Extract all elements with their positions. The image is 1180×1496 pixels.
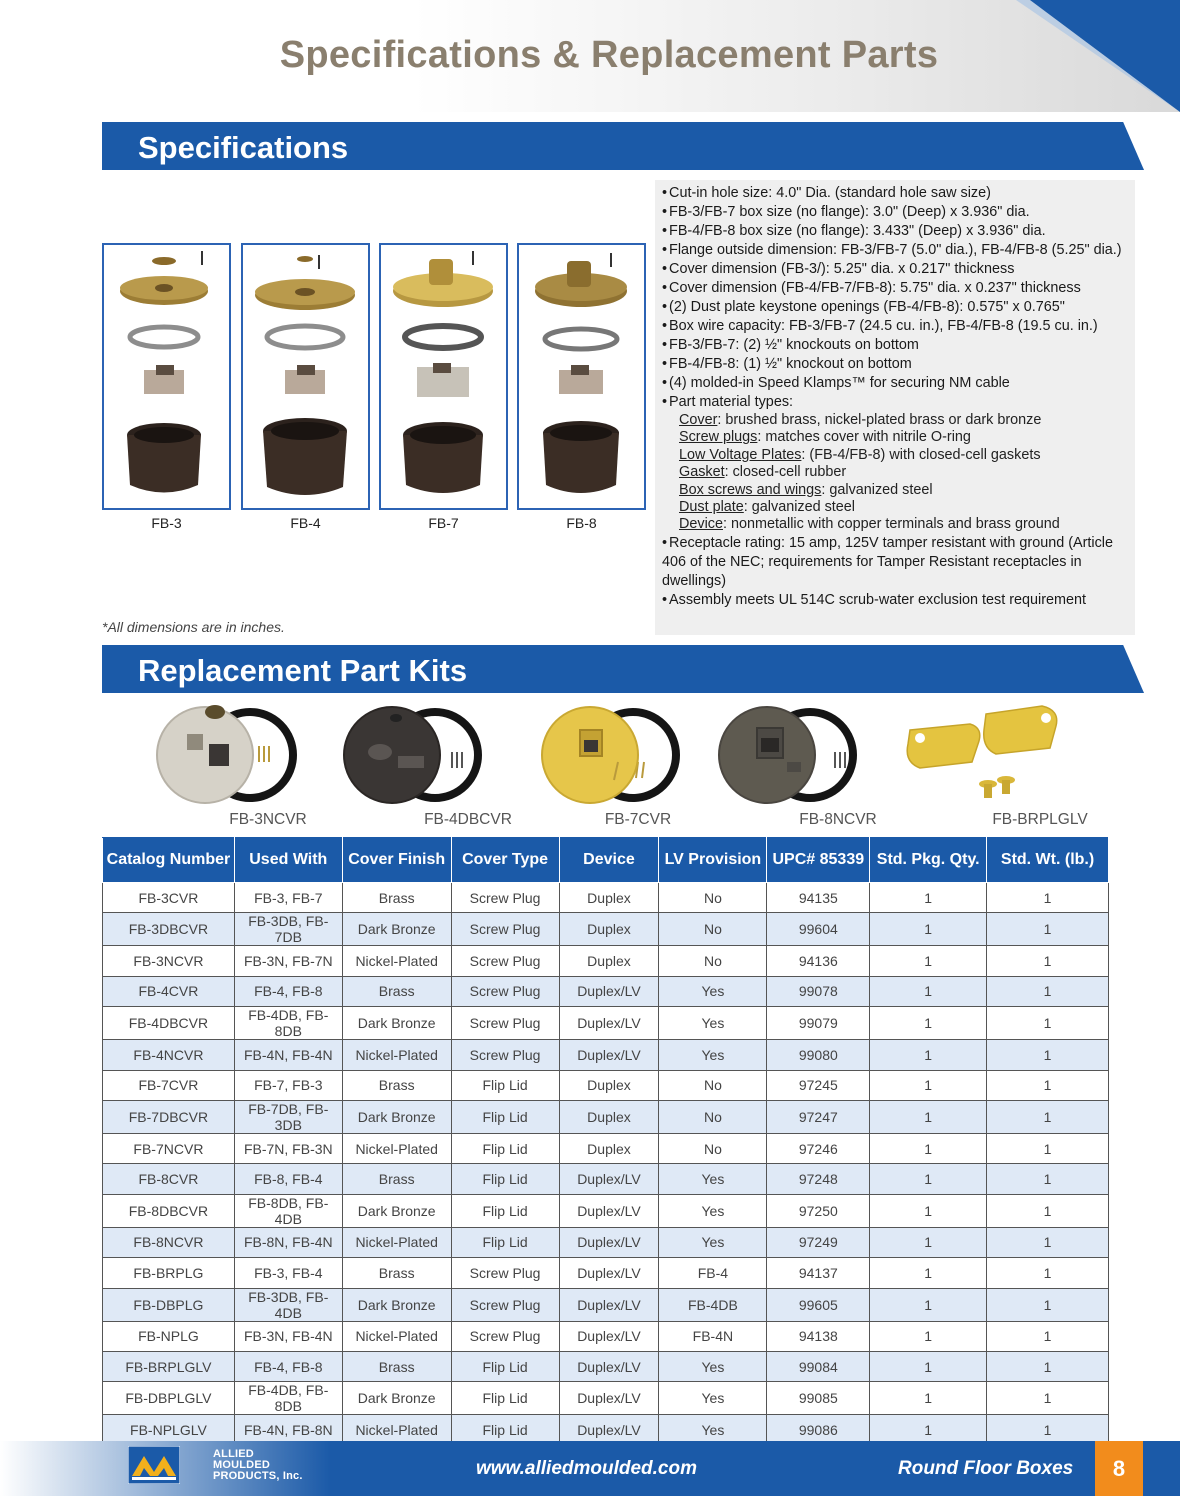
table-cell: 1 — [870, 1382, 987, 1415]
table-cell: FB-8NCVR — [103, 1227, 235, 1257]
table-cell: 1 — [870, 1227, 987, 1257]
table-cell: Yes — [659, 1040, 767, 1070]
table-cell: Screw Plug — [451, 913, 559, 946]
table-cell: 99085 — [767, 1382, 870, 1415]
table-cell: Duplex/LV — [559, 1040, 659, 1070]
table-cell: Dark Bronze — [342, 913, 451, 946]
table-cell: FB-3DB, FB-7DB — [234, 913, 342, 946]
table-cell: FB-DBPLGLV — [103, 1382, 235, 1415]
table-cell: Screw Plug — [451, 976, 559, 1006]
table-cell: Screw Plug — [451, 883, 559, 913]
kit-image-fb7cvr — [538, 700, 683, 810]
company-name: ALLIED MOULDED PRODUCTS, Inc. — [213, 1448, 303, 1482]
table-cell: Brass — [342, 883, 451, 913]
table-cell: Duplex/LV — [559, 976, 659, 1006]
table-row — [103, 1007, 1109, 1040]
table-cell: Flip Lid — [451, 1382, 559, 1415]
table-cell: FB-3DBCVR — [103, 913, 235, 946]
table-cell: Nickel-Plated — [342, 1227, 451, 1257]
table-cell: FB-3, FB-4 — [234, 1258, 342, 1288]
table-cell: FB-7DBCVR — [103, 1100, 235, 1133]
table-cell: 99604 — [767, 913, 870, 946]
table-cell: Screw Plug — [451, 1288, 559, 1321]
material-item: Box screws and wings: galvanized steel — [679, 481, 933, 498]
table-cell: 1 — [987, 1351, 1109, 1381]
table-cell: No — [659, 946, 767, 976]
table-row — [103, 1164, 1109, 1194]
table-cell: Flip Lid — [451, 1227, 559, 1257]
table-cell: Screw Plug — [451, 1007, 559, 1040]
table-cell: FB-7NCVR — [103, 1133, 235, 1163]
table-cell: 97247 — [767, 1100, 870, 1133]
table-cell: FB-8, FB-4 — [234, 1164, 342, 1194]
table-cell: FB-3N, FB-7N — [234, 946, 342, 976]
material-item: Dust plate: galvanized steel — [679, 499, 855, 516]
company-logo-icon — [128, 1446, 180, 1484]
table-cell: FB-4NCVR — [103, 1040, 235, 1070]
table-cell: Nickel-Plated — [342, 1415, 451, 1445]
table-cell: 1 — [987, 976, 1109, 1006]
table-cell: 1 — [870, 1415, 987, 1445]
table-cell: FB-BRPLGLV — [103, 1351, 235, 1381]
exploded-assembly-icon — [243, 245, 368, 508]
kit-image-fbbrplglv — [900, 700, 1080, 810]
kit-image-fb8ncvr — [717, 700, 862, 810]
table-cell: 1 — [870, 913, 987, 946]
table-cell: 1 — [987, 1321, 1109, 1351]
table-cell: 97246 — [767, 1133, 870, 1163]
table-cell: Duplex/LV — [559, 1227, 659, 1257]
table-cell: 99080 — [767, 1040, 870, 1070]
table-cell: 1 — [987, 1007, 1109, 1040]
table-cell: 1 — [870, 1194, 987, 1227]
table-cell: FB-4DB, FB-8DB — [234, 1007, 342, 1040]
column-header: Std. Pkg. Qty. — [870, 838, 987, 883]
column-header: Cover Type — [451, 838, 559, 883]
table-cell: 1 — [987, 1164, 1109, 1194]
table-cell: 1 — [870, 1007, 987, 1040]
document-title: Round Floor Boxes — [898, 1458, 1074, 1479]
table-cell: Brass — [342, 1258, 451, 1288]
spec-item: • FB-3/FB-7 box size (no flange): 3.0" (Deep) x 3.936" dia. — [662, 204, 1030, 220]
table-cell: FB-4N — [659, 1321, 767, 1351]
table-cell: No — [659, 883, 767, 913]
specifications-banner — [102, 122, 1144, 170]
table-cell: FB-3CVR — [103, 883, 235, 913]
table-cell: 99605 — [767, 1288, 870, 1321]
table-row — [103, 1258, 1109, 1288]
table-cell: FB-4, FB-8 — [234, 1351, 342, 1381]
kit-image-fb4dbcvr — [340, 700, 485, 810]
product-label-fb4: FB-4 — [290, 515, 321, 531]
table-cell: FB-4DB, FB-8DB — [234, 1382, 342, 1415]
product-label-fb8: FB-8 — [566, 515, 597, 531]
table-cell: Dark Bronze — [342, 1100, 451, 1133]
material-item: Low Voltage Plates: (FB-4/FB-8) with closed-cell gaskets — [679, 446, 1041, 463]
table-cell: 1 — [987, 1194, 1109, 1227]
table-cell: Flip Lid — [451, 1070, 559, 1100]
table-cell: Duplex/LV — [559, 1258, 659, 1288]
spec-item: • Cover dimension (FB-3/): 5.25" dia. x 0.217" thickness — [662, 261, 1015, 277]
table-cell: 99078 — [767, 976, 870, 1006]
table-row — [103, 1040, 1109, 1070]
material-list — [662, 412, 1127, 534]
spec-item: • FB-3/FB-7: (2) ½" knockouts on bottom — [662, 337, 919, 353]
table-cell: 1 — [987, 913, 1109, 946]
table-cell: Screw Plug — [451, 946, 559, 976]
product-image-fb4 — [241, 243, 370, 510]
table-cell: 94135 — [767, 883, 870, 913]
website-link[interactable]: www.alliedmoulded.com — [476, 1458, 697, 1479]
table-cell: FB-4 — [659, 1258, 767, 1288]
table-cell: Screw Plug — [451, 1258, 559, 1288]
table-cell: Yes — [659, 1194, 767, 1227]
table-cell: 97245 — [767, 1070, 870, 1100]
kit-label-fb4dbcvr: FB-4DBCVR — [424, 811, 512, 828]
table-cell: Brass — [342, 1070, 451, 1100]
table-cell: Brass — [342, 976, 451, 1006]
table-cell: Dark Bronze — [342, 1007, 451, 1040]
exploded-assembly-icon — [519, 245, 644, 508]
spec-item: • Flange outside dimension: FB-3/FB-7 (5.0" dia.), FB-4/FB-8 (5.25" dia.) — [662, 242, 1122, 258]
table-cell: Duplex/LV — [559, 1288, 659, 1321]
kit-label-fb8ncvr: FB-8NCVR — [799, 811, 877, 828]
table-cell: FB-7CVR — [103, 1070, 235, 1100]
cover-kit-icon — [717, 700, 862, 805]
table-row — [103, 1133, 1109, 1163]
column-header: LV Provision — [659, 838, 767, 883]
table-cell: Duplex/LV — [559, 1007, 659, 1040]
table-cell: FB-3N, FB-4N — [234, 1321, 342, 1351]
table-cell: Dark Bronze — [342, 1382, 451, 1415]
table-cell: Yes — [659, 976, 767, 1006]
footer-edge — [1143, 1441, 1180, 1496]
table-cell: FB-4DBCVR — [103, 1007, 235, 1040]
table-row — [103, 1382, 1109, 1415]
table-cell: 1 — [987, 1258, 1109, 1288]
column-header: Std. Wt. (lb.) — [987, 838, 1109, 883]
kit-label-fbbrplglv: FB-BRPLGLV — [992, 811, 1088, 828]
column-header: Cover Finish — [342, 838, 451, 883]
table-cell: FB-3DB, FB-4DB — [234, 1288, 342, 1321]
kit-label-fb3ncvr: FB-3NCVR — [229, 811, 307, 828]
table-cell: 94137 — [767, 1258, 870, 1288]
table-cell: FB-4N, FB-4N — [234, 1040, 342, 1070]
column-header: Device — [559, 838, 659, 883]
table-cell: 1 — [987, 1382, 1109, 1415]
table-cell: 1 — [870, 883, 987, 913]
table-cell: FB-7N, FB-3N — [234, 1133, 342, 1163]
page-title: Specifications & Replacement Parts — [279, 34, 939, 76]
table-cell: FB-4, FB-8 — [234, 976, 342, 1006]
product-image-fb3 — [102, 243, 231, 510]
table-cell: FB-DBPLG — [103, 1288, 235, 1321]
plate-kit-icon — [900, 700, 1080, 805]
table-cell: 1 — [870, 1040, 987, 1070]
table-cell: FB-3, FB-7 — [234, 883, 342, 913]
product-label-fb7: FB-7 — [428, 515, 459, 531]
material-item: Device: nonmetallic with copper terminals and brass ground — [679, 516, 1060, 533]
table-cell: 1 — [987, 1100, 1109, 1133]
column-header: Catalog Number — [103, 838, 235, 883]
product-image-fb8 — [517, 243, 646, 510]
product-label-fb3: FB-3 — [151, 515, 182, 531]
table-cell: Duplex — [559, 883, 659, 913]
table-cell: 1 — [870, 976, 987, 1006]
table-cell: 1 — [870, 1133, 987, 1163]
table-row — [103, 946, 1109, 976]
table-cell: FB-8DBCVR — [103, 1194, 235, 1227]
table-cell: 97250 — [767, 1194, 870, 1227]
table-cell: 1 — [987, 1040, 1109, 1070]
cover-kit-icon — [155, 700, 300, 805]
table-row — [103, 1227, 1109, 1257]
spec-item: • (2) Dust plate keystone openings (FB-4/FB-8): 0.575" x 0.765" — [662, 299, 1065, 315]
table-cell: 1 — [987, 1415, 1109, 1445]
table-cell: FB-8N, FB-4N — [234, 1227, 342, 1257]
material-item: Cover: brushed brass, nickel-plated brass or dark bronze — [679, 412, 1042, 428]
column-header: UPC# 85339 — [767, 838, 870, 883]
table-cell: Duplex — [559, 946, 659, 976]
kits-banner — [102, 645, 1144, 693]
spec-item: • FB-4/FB-8 box size (no flange): 3.433" (Deep) x 3.936" dia. — [662, 223, 1046, 239]
table-cell: Duplex/LV — [559, 1415, 659, 1445]
spec-item: • Cover dimension (FB-4/FB-7/FB-8): 5.75" dia. x 0.237" thickness — [662, 280, 1081, 296]
table-cell: Duplex/LV — [559, 1164, 659, 1194]
table-cell: 1 — [987, 1227, 1109, 1257]
table-cell: Yes — [659, 1164, 767, 1194]
table-cell: FB-7, FB-3 — [234, 1070, 342, 1100]
table-cell: FB-4DB — [659, 1288, 767, 1321]
kit-label-fb7cvr: FB-7CVR — [604, 811, 672, 828]
table-cell: Flip Lid — [451, 1133, 559, 1163]
spec-item: • Box wire capacity: FB-3/FB-7 (24.5 cu. in.), FB-4/FB-8 (19.5 cu. in.) — [662, 318, 1098, 334]
table-cell: No — [659, 913, 767, 946]
table-cell: 97249 — [767, 1227, 870, 1257]
table-cell: Screw Plug — [451, 1040, 559, 1070]
replacement-parts-table — [102, 837, 1109, 1446]
table-cell: Flip Lid — [451, 1100, 559, 1133]
table-cell: Dark Bronze — [342, 1194, 451, 1227]
table-cell: Brass — [342, 1164, 451, 1194]
table-cell: Duplex/LV — [559, 1382, 659, 1415]
table-cell: Duplex/LV — [559, 1351, 659, 1381]
table-cell: Nickel-Plated — [342, 1040, 451, 1070]
cover-kit-icon — [340, 700, 485, 805]
table-cell: 99086 — [767, 1415, 870, 1445]
table-cell: Flip Lid — [451, 1164, 559, 1194]
column-header: Used With — [234, 838, 342, 883]
kits-heading: Replacement Part Kits — [138, 653, 468, 688]
table-cell: Duplex — [559, 1070, 659, 1100]
table-cell: Brass — [342, 1351, 451, 1381]
table-row — [103, 913, 1109, 946]
table-row — [103, 1070, 1109, 1100]
table-cell: FB-4N, FB-8N — [234, 1415, 342, 1445]
table-cell: Yes — [659, 1382, 767, 1415]
product-image-fb7 — [379, 243, 508, 510]
table-cell: Flip Lid — [451, 1415, 559, 1445]
table-cell: FB-BRPLG — [103, 1258, 235, 1288]
exploded-assembly-icon — [381, 245, 506, 508]
cover-kit-icon — [538, 700, 683, 805]
table-cell: Duplex/LV — [559, 1194, 659, 1227]
table-cell: Yes — [659, 1227, 767, 1257]
material-item: Screw plugs: matches cover with nitrile O-ring — [679, 429, 971, 446]
specifications-list — [655, 180, 1135, 635]
table-row — [103, 1321, 1109, 1351]
table-cell: 1 — [870, 946, 987, 976]
table-cell: Duplex — [559, 913, 659, 946]
table-cell: FB-4CVR — [103, 976, 235, 1006]
table-cell: 1 — [870, 1100, 987, 1133]
table-cell: 99084 — [767, 1351, 870, 1381]
table-cell: 1 — [870, 1288, 987, 1321]
table-cell: FB-NPLGLV — [103, 1415, 235, 1445]
specifications-heading: Specifications — [138, 130, 349, 165]
table-cell: Flip Lid — [451, 1194, 559, 1227]
table-cell: Yes — [659, 1351, 767, 1381]
table-cell: 1 — [870, 1258, 987, 1288]
table-cell: Duplex/LV — [559, 1321, 659, 1351]
table-cell: No — [659, 1100, 767, 1133]
table-cell: Screw Plug — [451, 1321, 559, 1351]
table-cell: 97248 — [767, 1164, 870, 1194]
table-cell: 1 — [987, 1288, 1109, 1321]
page-number: 8 — [1095, 1441, 1143, 1496]
kit-image-fb3ncvr — [155, 700, 300, 810]
table-cell: Yes — [659, 1007, 767, 1040]
material-item: Gasket: closed-cell rubber — [679, 464, 847, 481]
table-cell: 1 — [987, 946, 1109, 976]
table-cell: FB-7DB, FB-3DB — [234, 1100, 342, 1133]
table-row — [103, 1100, 1109, 1133]
table-cell: FB-8CVR — [103, 1164, 235, 1194]
table-cell: Nickel-Plated — [342, 1321, 451, 1351]
table-cell: 1 — [870, 1321, 987, 1351]
table-row — [103, 1351, 1109, 1381]
dimensions-note: *All dimensions are in inches. — [102, 619, 285, 635]
table-cell: Nickel-Plated — [342, 946, 451, 976]
table-row — [103, 883, 1109, 913]
table-cell: 1 — [870, 1070, 987, 1100]
table-row — [103, 1194, 1109, 1227]
spec-item: • Receptacle rating: 15 amp, 125V tamper resistant with ground (Article 406 of the NEC; requirements for Tamper Resistant receptacles in dwellings) — [662, 534, 1113, 589]
table-cell: 94136 — [767, 946, 870, 976]
table-row — [103, 976, 1109, 1006]
table-cell: FB-8DB, FB-4DB — [234, 1194, 342, 1227]
table-cell: Nickel-Plated — [342, 1133, 451, 1163]
table-cell: 1 — [870, 1351, 987, 1381]
table-row — [103, 1288, 1109, 1321]
table-cell: No — [659, 1070, 767, 1100]
spec-item: • Cut-in hole size: 4.0" Dia. (standard hole saw size) — [662, 185, 991, 201]
spec-item: • Part material types: — [662, 394, 794, 410]
table-cell: 94138 — [767, 1321, 870, 1351]
table-cell: Duplex — [559, 1100, 659, 1133]
table-cell: Yes — [659, 1415, 767, 1445]
spec-item: • Assembly meets UL 514C scrub-water exclusion test requirement — [662, 591, 1087, 608]
exploded-assembly-icon — [104, 245, 229, 508]
table-cell: No — [659, 1133, 767, 1163]
table-cell: 1 — [987, 1133, 1109, 1163]
table-cell: 1 — [987, 883, 1109, 913]
table-cell: FB-3NCVR — [103, 946, 235, 976]
table-cell: 1 — [870, 1164, 987, 1194]
table-cell: Duplex — [559, 1133, 659, 1163]
spec-item: • (4) molded-in Speed Klamps™ for securing NM cable — [662, 375, 1010, 391]
spec-item: • FB-4/FB-8: (1) ½" knockout on bottom — [662, 356, 912, 372]
table-cell: FB-NPLG — [103, 1321, 235, 1351]
table-cell: 1 — [987, 1070, 1109, 1100]
table-cell: Dark Bronze — [342, 1288, 451, 1321]
table-cell: Flip Lid — [451, 1351, 559, 1381]
table-header-row — [103, 838, 1109, 883]
table-cell: 99079 — [767, 1007, 870, 1040]
